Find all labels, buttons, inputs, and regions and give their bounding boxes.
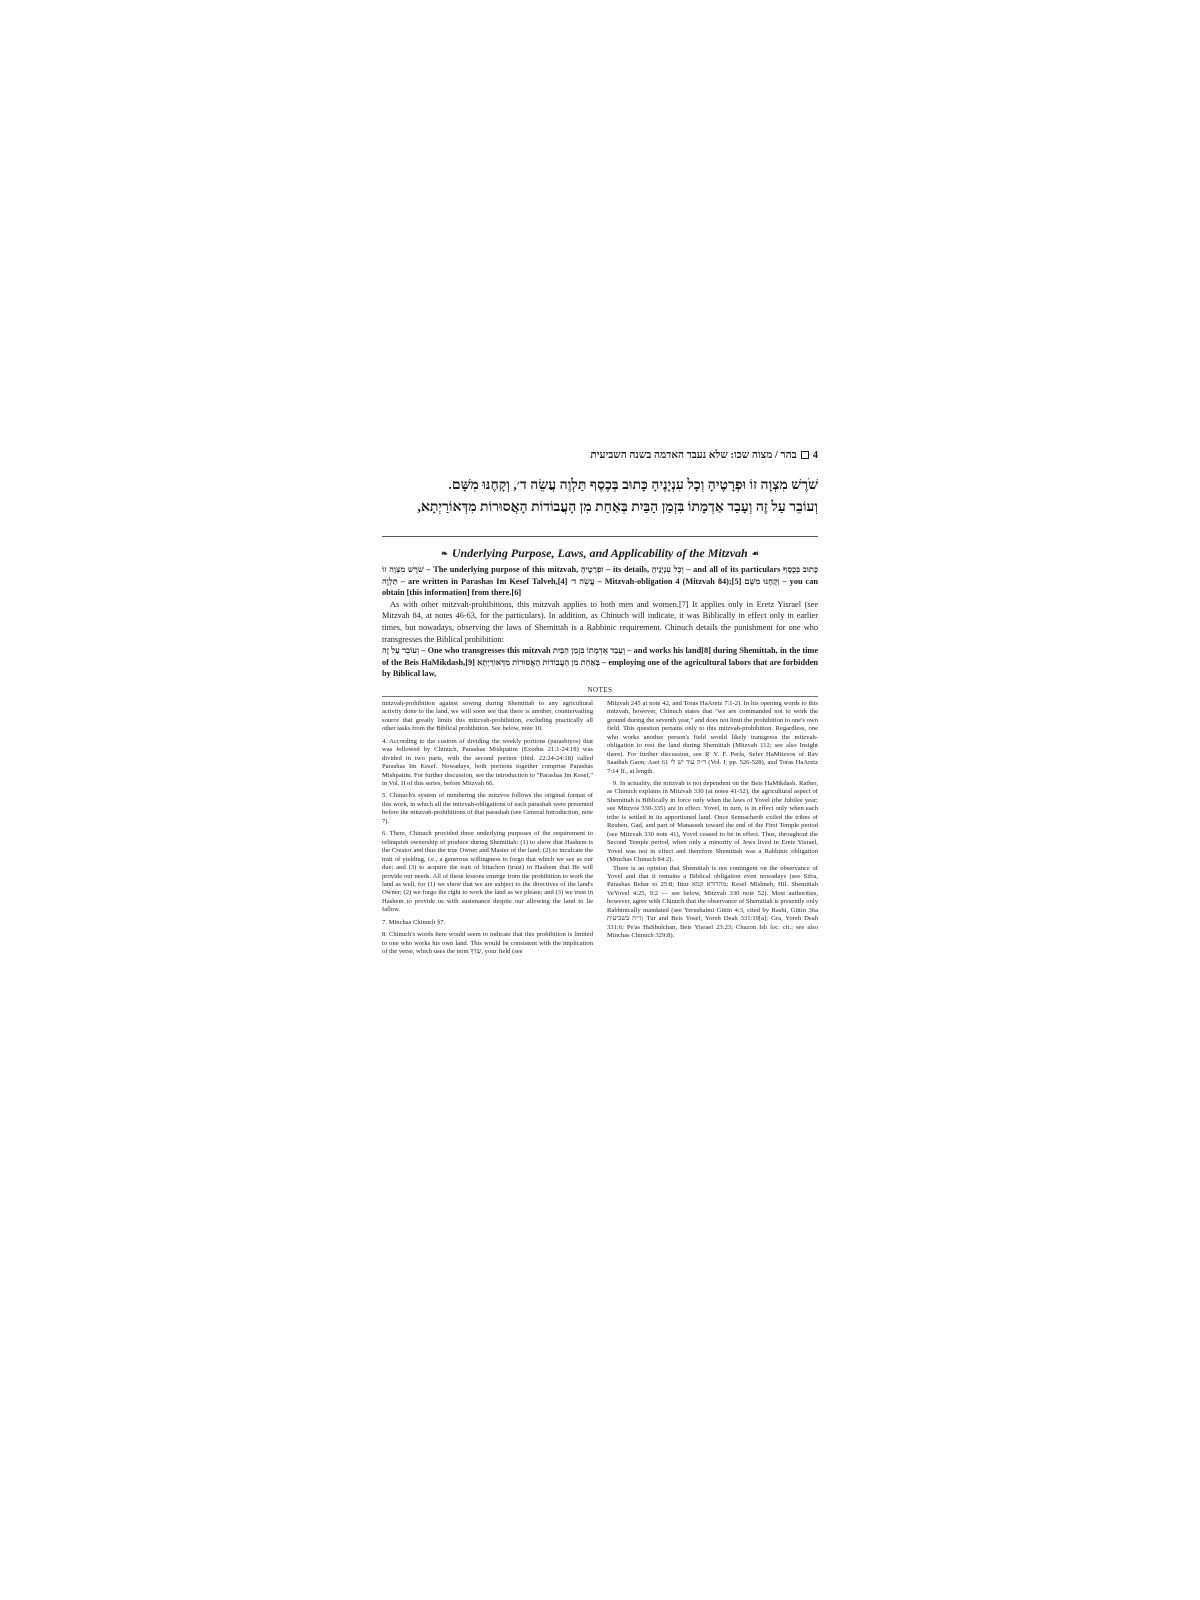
note-text: mitzvah-prohibition against sowing during Shemittah to any agricultural activity done to the land, we will soon see that there is another, countervailing source that greatly limits this mitzvah-prohibition, excluding practically all other tasks from the Biblical prohibition. See below, note 10. — [382, 699, 593, 733]
note-6: 6. There, Chinuch provided three underlying purposes of the requirement to relinquish ownership of produce during Shemittah: (1) to show that Hashem is the Creator and thus the true Owner and Master of the land; (2) to inculcate the trait of yielding, i.e., a generous willingness to forgo that which we see as our due; and (3) to acquire the trait of bitachon (trust) in Hashem that He will provide our needs. All of these lessons emerge from the prohibition to work the land as well, for (1) we show that we are subject to the directives of the land's Owner; (2) we forgo the right to work the land as we please; and (3) we trust in Hashem to provide us with sustenance despite our allowing the land to lie fallow. — [382, 830, 593, 914]
body-text — [382, 564, 818, 680]
note-8-continued: Mitzvah 245 at note 42, and Toras HaAretz 7:1-2). In his opening words to this mitzvah, however, Chinuch states that "we are commanded not to work the ground during the seventh year," and does not limit the prohibition to one's own field. This question pertains only to this mitzvah-prohibition. Regardless, one who works another person's field would likely transgress the mitzvah-obligation to rest the land during Shemittah (Mitzvah 112; see also Insight there). For further discussion, see R' Y. F. Perla, Sefer HaMitzvos of Rav Saadiah Gaon, Asei 61 ד״ה עוד יש לי (Vol. I, pp. 526-528), and Toras HaAretz 7:14 ff., at length. — [607, 699, 819, 775]
body-paragraph-3: וְעוֹבֵר עַל זֶה – One who transgresses this mitzvah וְעָבַד אַדְמָתוֹ בִּזְמַן הַבַּיִת – and works his land[8] during Shemittah, in the time of the Beis HaMikdash,[9] בְּאַחַת מִן הָעֲבוֹדוֹת הָאֲסוּרוֹת מִדְּאוֹרַיְתָא – employing one of the agricultural labors that are forbidden by Biblical law, — [382, 646, 819, 679]
note-5: 5. Chinuch's system of numbering the mitzvos follows the original format of this work, in which all the mitzvah-obligations of each parashah were presented before the mitzvah-prohibitions of that parashah (see General Introduction, note 7). — [382, 792, 593, 825]
notes-left-column — [382, 700, 593, 961]
page-number: 4 — [812, 449, 818, 461]
leaf-ornament-right-icon: ☙ — [751, 548, 759, 558]
note-8: 8. Chinuch's words here would seem to indicate that this prohibition is limited to one who works his own land. This would be consistent with the implication of the verse, which uses the term שָׂדְךָ, your field (see — [382, 931, 593, 956]
note-9-continued: There is an opinion that Shemittah is not contingent on the observance of Yovel and that it remains a Biblical obligation even nowadays (see Sifra, Parashas Behar to 25:8; Ittur מהדורא קמא; Kesef Mishneh, Hil. Shemittah VeYovel 4:25, 9:2 — see below, Mitzvah 330 note 52). Most authorities, however, agree with Chinuch that the observance of Shemittah is presently only Rabbinically mandated (see Yerushalmi Gittin 4:3, cited by Rashi, Gittin 36a ד״ה בשביעית; Tur and Beis Yosef, Yoreh Deah 331:19[a]; Gra, Yoreh Deah 331:6; Pe'as HaShulchan, Beis Yisrael 23:23; Chazon Ish loc. cit.; see also Minchas Chinuch 329:8). — [607, 864, 818, 940]
hebrew-line-1: שֹׁרֶשׁ מִצְוָה זוֹ וּפְרָטֶיהָ וְכָל עִנְיָנֶיהָ כָּתוּב בְּכֶסֶף תַּלְוֶה עֲשֵׂה ד׳, וְקָחֶנּוּ מִשָּׁם. — [448, 478, 818, 493]
section-heading — [382, 545, 818, 561]
section-divider — [382, 536, 818, 537]
notes-divider — [382, 696, 818, 697]
box-ornament-icon — [801, 451, 809, 459]
note-9: 9. In actuality, the mitzvah is not dependent on the Beis HaMikdash. Rather, as Chinuch explains in Mitzvah 330 (at notes 41-52), the agricultural aspect of Shemittah is Biblically in force only when the laws of Yovel (the Jubilee year; see Mitzvos 330-335) are in effect. Yovel, in turn, is in effect only when each tribe is settled in its apportioned land. Once Sennacherib exiled the tribes of Reuben, Gad, and part of Manasseh toward the end of the First Temple period (see Mitzvah 330 note 41), Yovel ceased to be in effect. Thus, throughout the Second Temple period, when only a minority of Jews lived in Eretz Yisrael, Yovel was not in effect and therefore Shemittah was a Rabbinic obligation (Minchas Chinuch 84:2). — [607, 780, 818, 864]
notes-right-column — [607, 700, 818, 961]
body-paragraph-2: As with other mitzvah-prohibitions, this mitzvah applies to both men and women.[7] It applies only in Eretz Yisrael (see Mitzvah 84, at notes 46-63, for the particulars). In addition, as Chinuch will indicate, it was Biblically in effect only in earlier times, but nowadays, observing the laws of Shemittah is a Rabbinic requirement. Chinuch details the punishment for one who transgresses the Biblical prohibition: — [382, 599, 818, 644]
notes-label: NOTES — [587, 685, 613, 694]
book-page — [382, 448, 818, 1148]
running-head — [382, 448, 818, 462]
section-title: Underlying Purpose, Laws, and Applicability of the Mitzvah — [451, 545, 748, 560]
running-head-title: בהר / מצוה שכו: שלא נעבד האדמה בשנה השביעית — [590, 449, 797, 461]
body-paragraph-1: שֹׁרֶשׁ מִצְוָה זוֹ – The underlying purpose of this mitzvah, וּפְרָטֶיהָ – its details, וְכָל עִנְיָנֶיהָ – and all of its particulars כָּתוּב בְּכֶסֶף תַּלְוֶה – are written in Parashas Im Kesef Talveh,[4] עֲשֵׂה ד׳ – Mitzvah-obligation 4 (Mitzvah 84);[5] וְקָחֶנּוּ מִשָּׁם – you can obtain [this information] from there.[6] — [382, 565, 819, 598]
hebrew-line-2: וְעוֹבֵר עַל זֶה וְעָבַד אַדְמָתוֹ בִּזְמַן הַבַּיִת בְּאַחַת מִן הָעֲבוֹדוֹת הָאֲסוּרוֹת מִדְּאוֹרַיְתָא, — [417, 500, 818, 515]
note-4: 4. According to the custom of dividing the weekly portions (parashiyos) that was followed by Chinuch, Parashas Mishpatim (Exodus 21:1-24:18) was divided in two parts, with the second portion (ibid. 22:24-24:18) called Parashas Im Kesef. Nowadays, both portions together comprise Parashas Mishpatim. For further discussion, see the introduction to "Parashas Im Kesef," in Vol. II of this series, before Mitzvah 66. — [382, 737, 593, 788]
notes-section — [382, 700, 818, 961]
leaf-ornament-left-icon: ❧ — [441, 548, 448, 558]
hebrew-source-text — [382, 475, 818, 519]
note-7: 7. Minchas Chinuch §7. — [382, 918, 446, 926]
